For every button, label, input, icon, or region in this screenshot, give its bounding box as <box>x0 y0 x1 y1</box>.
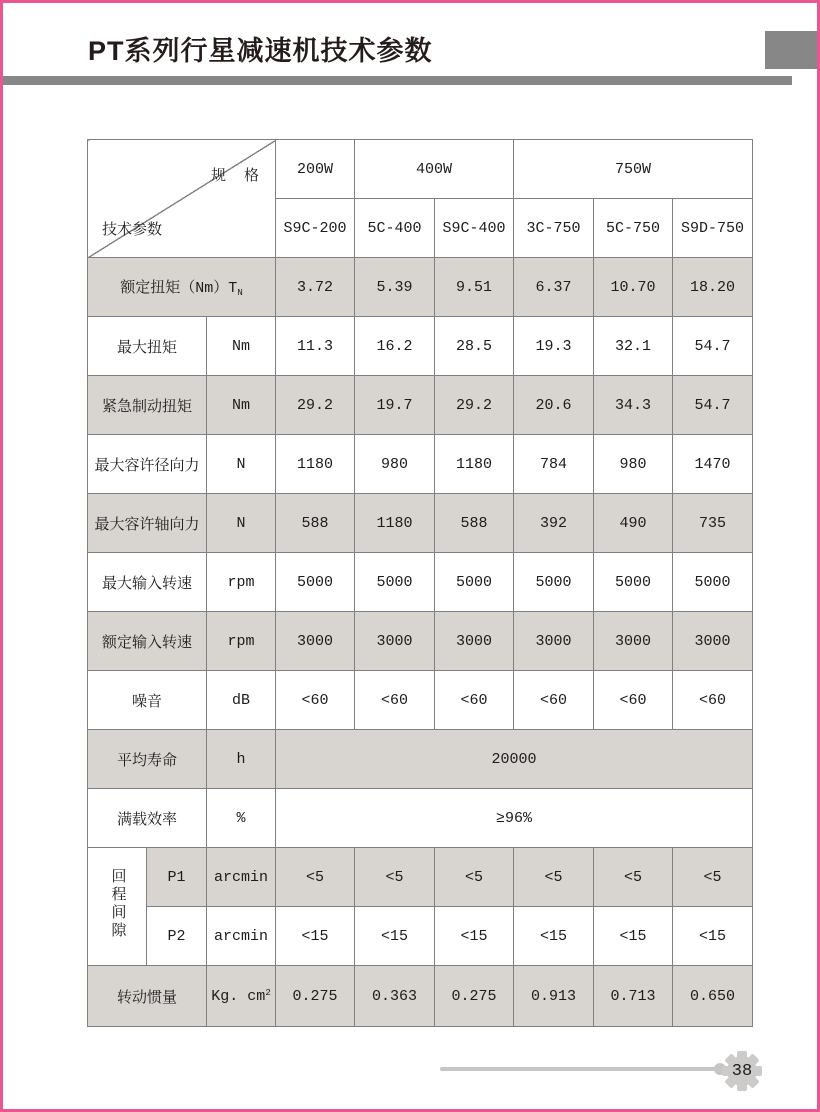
value-cell: 5000 <box>435 553 514 612</box>
model-cell: S9C-200 <box>276 199 355 258</box>
row-label: P1 <box>147 848 207 907</box>
unit-cell <box>207 966 276 1027</box>
value-cell: 3000 <box>514 612 594 671</box>
table-row <box>88 435 753 494</box>
value-cell: <5 <box>435 848 514 907</box>
footer-rule <box>440 1067 718 1071</box>
value-cell: 735 <box>673 494 753 553</box>
value-cell: 54.7 <box>673 376 753 435</box>
value-cell: 5.39 <box>355 258 435 317</box>
value-cell: <5 <box>673 848 753 907</box>
value-cell: <60 <box>594 671 673 730</box>
unit-cell: dB <box>207 671 276 730</box>
value-cell: <5 <box>514 848 594 907</box>
row-label-subscript: N <box>237 288 243 298</box>
value-cell: 1180 <box>435 435 514 494</box>
value-cell: <15 <box>594 907 673 966</box>
page-number: 38 <box>731 1061 753 1081</box>
value-cell: <15 <box>435 907 514 966</box>
value-cell: <5 <box>355 848 435 907</box>
unit-cell: N <box>207 494 276 553</box>
header-row-power <box>88 140 753 199</box>
value-cell: 0.913 <box>514 966 594 1027</box>
value-cell: 9.51 <box>435 258 514 317</box>
value-cell: 0.275 <box>435 966 514 1027</box>
page-title: PT系列行星减速机技术参数 <box>88 36 433 66</box>
table-row <box>88 671 753 730</box>
value-cell: <60 <box>514 671 594 730</box>
merged-value-cell: ≥96% <box>276 789 753 848</box>
value-cell: 3000 <box>594 612 673 671</box>
value-cell: 1180 <box>355 494 435 553</box>
value-cell: 29.2 <box>435 376 514 435</box>
unit-cell: h <box>207 730 276 789</box>
table-row <box>88 966 753 1027</box>
value-cell: 10.70 <box>594 258 673 317</box>
row-label: 最大容许径向力 <box>88 435 207 494</box>
value-cell: 0.713 <box>594 966 673 1027</box>
table-row <box>88 612 753 671</box>
value-cell: 588 <box>276 494 355 553</box>
page-number-badge <box>720 1049 764 1093</box>
value-cell: 6.37 <box>514 258 594 317</box>
table-row <box>88 553 753 612</box>
value-cell: 5000 <box>276 553 355 612</box>
backlash-group-text: 回程间隙 <box>108 868 126 940</box>
unit-cell: Nm <box>207 317 276 376</box>
value-cell: 11.3 <box>276 317 355 376</box>
value-cell: 3000 <box>355 612 435 671</box>
value-cell: 588 <box>435 494 514 553</box>
row-label: 紧急制动扭矩 <box>88 376 207 435</box>
row-label <box>88 258 276 317</box>
value-cell: 5000 <box>355 553 435 612</box>
row-label: 满载效率 <box>88 789 207 848</box>
row-label: 最大扭矩 <box>88 317 207 376</box>
value-cell: 3000 <box>673 612 753 671</box>
value-cell: <15 <box>514 907 594 966</box>
value-cell: 20.6 <box>514 376 594 435</box>
model-cell: 3C-750 <box>514 199 594 258</box>
table-row <box>88 258 753 317</box>
unit-cell: Nm <box>207 376 276 435</box>
table-row <box>88 907 753 966</box>
value-cell: 18.20 <box>673 258 753 317</box>
row-label-text: 额定扭矩（Nm）T <box>120 280 238 297</box>
row-label: 最大容许轴向力 <box>88 494 207 553</box>
power-group-200w: 200W <box>276 140 355 199</box>
value-cell: 54.7 <box>673 317 753 376</box>
model-cell: 5C-750 <box>594 199 673 258</box>
value-cell: 19.3 <box>514 317 594 376</box>
value-cell: 3.72 <box>276 258 355 317</box>
table-row <box>88 789 753 848</box>
value-cell: 0.275 <box>276 966 355 1027</box>
unit-cell: % <box>207 789 276 848</box>
value-cell: 29.2 <box>276 376 355 435</box>
table-row <box>88 317 753 376</box>
table-row <box>88 494 753 553</box>
value-cell: 32.1 <box>594 317 673 376</box>
value-cell: 5000 <box>673 553 753 612</box>
corner-header-cell <box>88 140 276 258</box>
value-cell: 0.650 <box>673 966 753 1027</box>
value-cell: 34.3 <box>594 376 673 435</box>
unit-superscript: 2 <box>265 987 271 998</box>
value-cell: <15 <box>355 907 435 966</box>
value-cell: 392 <box>514 494 594 553</box>
corner-params-label: 技术参数 <box>102 222 163 239</box>
value-cell: 784 <box>514 435 594 494</box>
spec-table <box>87 139 753 1027</box>
model-cell: S9D-750 <box>673 199 753 258</box>
value-cell: 3000 <box>435 612 514 671</box>
value-cell: <60 <box>673 671 753 730</box>
value-cell: 3000 <box>276 612 355 671</box>
header-rule <box>3 76 792 85</box>
power-group-400w: 400W <box>355 140 514 199</box>
model-cell: 5C-400 <box>355 199 435 258</box>
row-label: 噪音 <box>88 671 207 730</box>
value-cell: 19.7 <box>355 376 435 435</box>
unit-text: Kg. cm <box>211 987 266 1005</box>
backlash-group-label <box>88 848 147 966</box>
value-cell: <60 <box>355 671 435 730</box>
value-cell: <5 <box>594 848 673 907</box>
merged-value-cell: 20000 <box>276 730 753 789</box>
table-row <box>88 730 753 789</box>
header-accent-square <box>765 31 817 69</box>
value-cell: <15 <box>276 907 355 966</box>
unit-cell: rpm <box>207 612 276 671</box>
value-cell: 1180 <box>276 435 355 494</box>
row-label: P2 <box>147 907 207 966</box>
value-cell: 1470 <box>673 435 753 494</box>
table-row <box>88 848 753 907</box>
row-label: 最大输入转速 <box>88 553 207 612</box>
value-cell: 0.363 <box>355 966 435 1027</box>
row-label: 转动惯量 <box>88 966 207 1027</box>
power-group-750w: 750W <box>514 140 753 199</box>
value-cell: 5000 <box>594 553 673 612</box>
value-cell: 28.5 <box>435 317 514 376</box>
table-row <box>88 376 753 435</box>
value-cell: 5000 <box>514 553 594 612</box>
unit-cell: rpm <box>207 553 276 612</box>
row-label: 平均寿命 <box>88 730 207 789</box>
row-label: 额定输入转速 <box>88 612 207 671</box>
value-cell: 980 <box>594 435 673 494</box>
unit-cell: arcmin <box>207 848 276 907</box>
value-cell: 490 <box>594 494 673 553</box>
value-cell: 980 <box>355 435 435 494</box>
value-cell: <5 <box>276 848 355 907</box>
value-cell: <60 <box>276 671 355 730</box>
value-cell: <15 <box>673 907 753 966</box>
unit-cell: N <box>207 435 276 494</box>
value-cell: <60 <box>435 671 514 730</box>
unit-cell: arcmin <box>207 907 276 966</box>
value-cell: 16.2 <box>355 317 435 376</box>
model-cell: S9C-400 <box>435 199 514 258</box>
corner-spec-label: 规 格 <box>211 168 260 185</box>
